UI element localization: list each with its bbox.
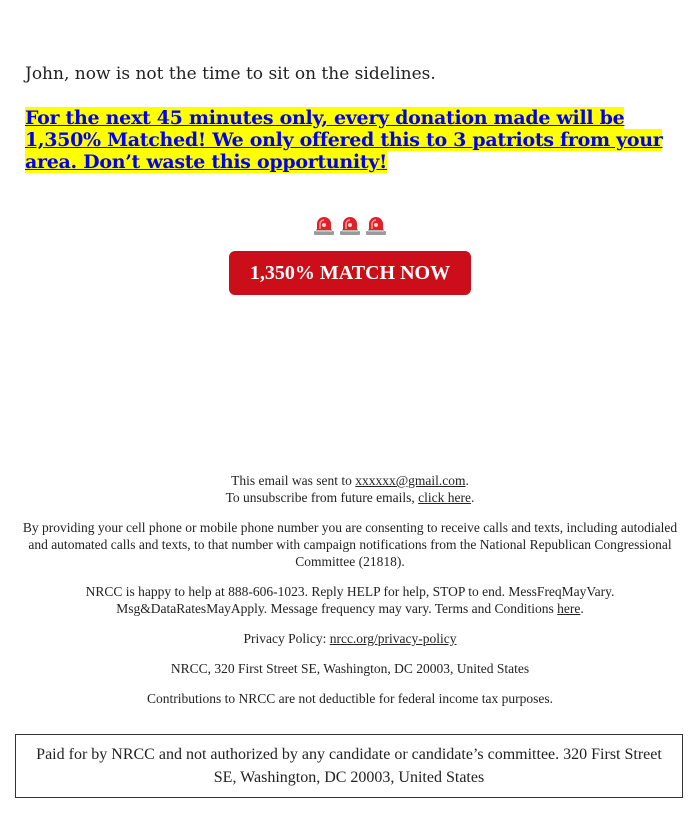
address-text: NRCC, 320 First Street SE, Washington, DC 20003, United States <box>170 661 530 676</box>
help-line <box>20 583 680 617</box>
cta-container <box>0 251 700 295</box>
footer <box>20 472 680 707</box>
consent-text: By providing your cell phone or mobile phone number you are consenting to receive calls and texts, including autodialed and automated calls and texts, to that number with campaign notifications from the National Republican Congressional Committee (21818). <box>22 520 678 569</box>
greeting-text: John, now is not the time to sit on the sidelines. <box>25 64 436 84</box>
siren-icon <box>339 214 361 236</box>
siren-icon <box>313 214 335 236</box>
headline-donate-link[interactable]: For the next 45 minutes only, every donation made will be 1,350% Matched! We only offered this to 3 patriots from your area. Don’t waste this opportunity! <box>25 107 663 173</box>
siren-row <box>0 214 700 236</box>
sent-to-suffix: . <box>465 473 469 488</box>
unsubscribe-suffix: . <box>470 490 475 505</box>
unsubscribe-link[interactable]: click here <box>418 490 471 505</box>
headline <box>25 107 675 173</box>
recipient-email-link[interactable]: xxxxxx@gmail.com <box>355 473 466 488</box>
terms-suffix: . <box>580 601 584 616</box>
terms-link[interactable]: here <box>557 601 581 616</box>
unsubscribe-prefix: To unsubscribe from future emails, <box>225 490 419 505</box>
match-now-button[interactable]: 1,350% MATCH NOW <box>229 251 471 295</box>
help-text: NRCC is happy to help at 888-606-1023. Reply HELP for help, STOP to end. MessFreqMayVary. Msg&DataRatesMayApply. Message frequency may vary. Terms and Conditions <box>85 584 615 616</box>
privacy-prefix: Privacy Policy: <box>243 631 330 646</box>
sent-to-line <box>20 472 680 489</box>
sent-to-prefix: This email was sent to <box>231 473 356 488</box>
privacy-line <box>20 630 680 647</box>
privacy-policy-link[interactable]: nrcc.org/privacy-policy <box>329 631 457 646</box>
deductible-text: Contributions to NRCC are not deductible for federal income tax purposes. <box>146 691 554 706</box>
paid-for-disclaimer: Paid for by NRCC and not authorized by any candidate or candidate’s committee. 320 First Street SE, Washington, DC 20003, United States <box>15 734 683 798</box>
siren-icon <box>365 214 387 236</box>
unsubscribe-line <box>20 489 680 506</box>
